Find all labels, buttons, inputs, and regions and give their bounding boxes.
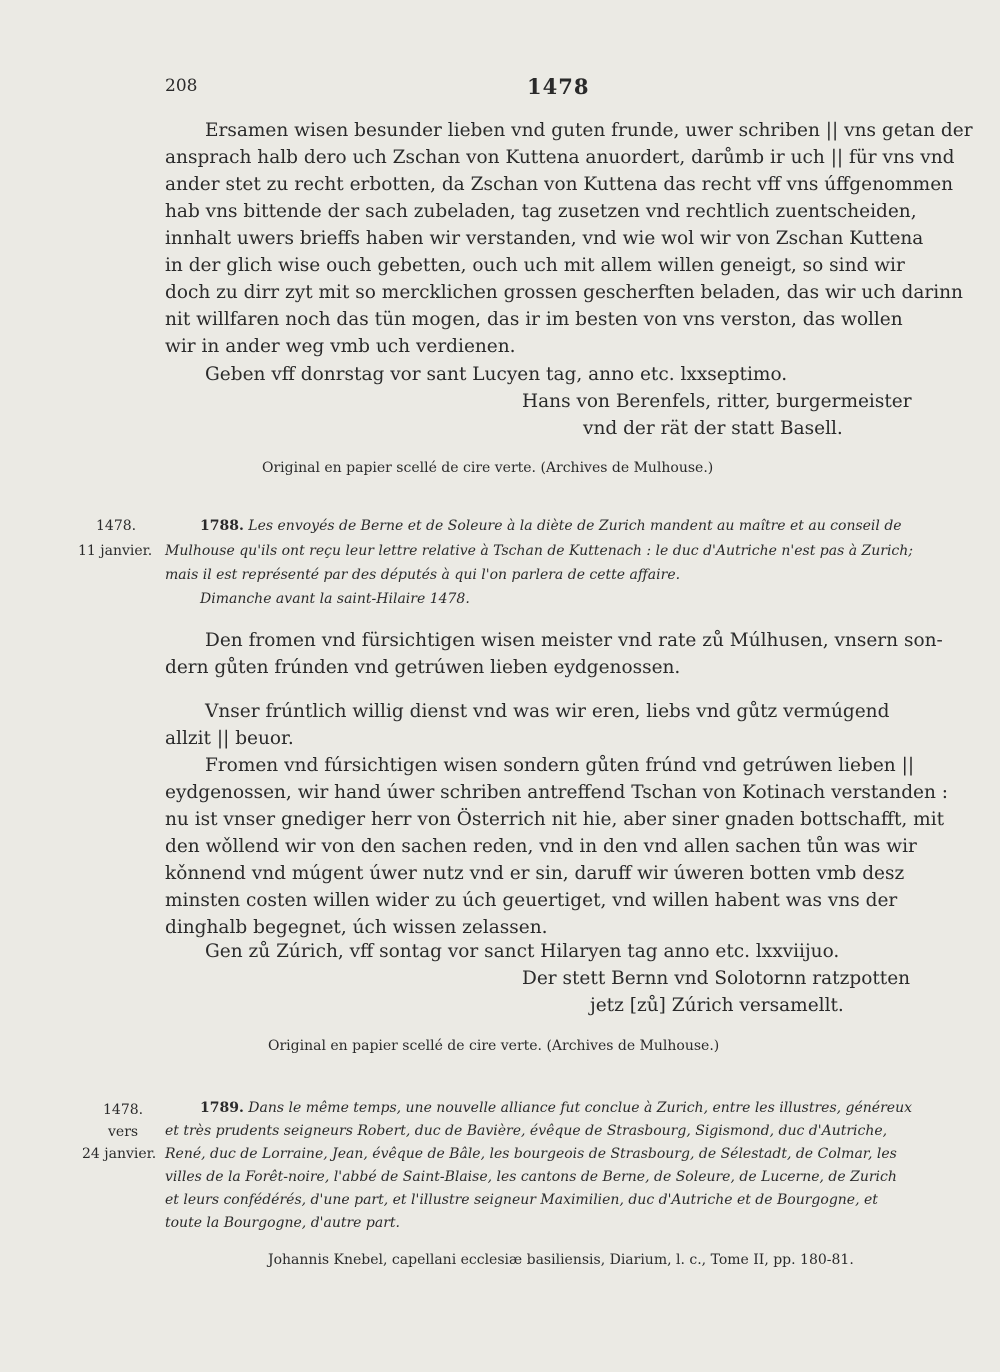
letter-line: innhalt uwers brieffs haben wir verstanden, vnd wie wol wir von Zschan Kuttena — [165, 228, 924, 249]
letter-greeting: Vnser frúntlich willig dienst vnd was wir eren, liebs vnd gůtz vermúgend — [205, 701, 890, 722]
source-note: Johannis Knebel, capellani ecclesiæ basiliensis, Diarium, l. c., Tome II, pp. 180-81. — [268, 1252, 854, 1268]
entry-summary: René, duc de Lorraine, Jean, évêque de Bâle, les bourgeois de Strasbourg, de Sélestadt, de Colmar, les — [165, 1146, 897, 1162]
entry-summary-date: Dimanche avant la saint-Hilaire 1478. — [200, 591, 470, 607]
letter-greeting: allzit || beuor. — [165, 728, 294, 749]
margin-date: 1478. — [103, 1102, 144, 1118]
entry-number: 1789. — [200, 1100, 244, 1116]
letter-line: eydgenossen, wir hand úwer schriben antreffend Tschan von Kotinach verstanden : — [165, 782, 949, 803]
margin-date: 11 janvier. — [78, 543, 153, 559]
letter-line: kǒnnend vnd múgent úwer nutz vnd er sin, daruff wir úweren botten vmb desz — [165, 863, 905, 884]
letter-address: dern gůten frúnden vnd getrúwen lieben eydgenossen. — [165, 657, 681, 678]
letter-signature: Hans von Berenfels, ritter, burgermeister — [522, 391, 912, 412]
letter-signature: jetz [zů] Zúrich versamellt. — [590, 995, 844, 1016]
letter-dateline: Gen zů Zúrich, vff sontag vor sanct Hilaryen tag anno etc. lxxviijuo. — [205, 941, 840, 962]
letter-dateline: Geben vff donrstag vor sant Lucyen tag, anno etc. lxxseptimo. — [205, 364, 788, 385]
margin-date: 1478. — [96, 518, 137, 534]
source-note: Original en papier scellé de cire verte. (Archives de Mulhouse.) — [262, 460, 714, 476]
letter-line: wir in ander weg vmb uch verdienen. — [165, 336, 516, 357]
letter-line: ander stet zu recht erbotten, da Zschan von Kuttena das recht vff vns úffgenommen — [165, 174, 954, 195]
letter-line: doch zu dirr zyt mit so mercklichen grossen gescherften beladen, das wir uch darinn — [165, 282, 963, 303]
letter-line: ansprach halb dero uch Zschan von Kuttena anuordert, darůmb ir uch || für vns vnd — [165, 147, 955, 168]
letter-line: hab vns bittende der sach zubeladen, tag zusetzen vnd rechtlich zuentscheiden, — [165, 201, 917, 222]
entry-summary: et très prudents seigneurs Robert, duc de Bavière, évêque de Strasbourg, Sigismond, duc d'Autriche, — [165, 1123, 888, 1139]
letter-line: minsten costen willen wider zu úch geuertiget, vnd willen habent was vns der — [165, 890, 898, 911]
letter-line: dinghalb begegnet, úch wissen zelassen. — [165, 917, 548, 938]
letter-signature: vnd der rät der statt Basell. — [583, 418, 843, 439]
letter-line: nu ist vnser gnediger herr von Österrich nit hie, aber siner gnaden bottschafft, mit — [165, 809, 945, 830]
entry-summary: villes de la Forêt-noire, l'abbé de Saint-Blaise, les cantons de Berne, de Soleure, de Lucerne, de Zurich — [165, 1169, 897, 1185]
letter-address: Den fromen vnd fürsichtigen wisen meister vnd rate zů Múlhusen, vnsern son- — [205, 630, 943, 651]
entry-summary: 1789. Dans le même temps, une nouvelle alliance fut conclue à Zurich, entre les illustres, généreux — [200, 1100, 912, 1116]
letter-line: nit willfaren noch das tün mogen, das ir im besten von vns verston, das wollen — [165, 309, 903, 330]
letter-signature: Der stett Bernn vnd Solotornn ratzpotten — [522, 968, 911, 989]
letter-line: in der glich wise ouch gebetten, ouch uch mit allem willen geneigt, so sind wir — [165, 255, 905, 276]
letter-line: Ersamen wisen besunder lieben vnd guten frunde, uwer schriben || vns getan der — [205, 120, 973, 141]
source-note: Original en papier scellé de cire verte. (Archives de Mulhouse.) — [268, 1038, 720, 1054]
entry-summary: 1788. Les envoyés de Berne et de Soleure à la diète de Zurich mandent au maître et au conseil de — [200, 518, 902, 534]
letter-line: den wǒllend wir von den sachen reden, vnd in den vnd allen sachen tůn was wir — [165, 836, 917, 857]
entry-summary: et leurs confédérés, d'une part, et l'illustre seigneur Maximilien, duc d'Autriche et de Bourgogne, et — [165, 1192, 878, 1208]
entry-summary: mais il est représenté par des députés à qui l'on parlera de cette affaire. — [165, 567, 681, 583]
margin-date: 24 janvier. — [82, 1146, 157, 1162]
entry-summary: Mulhouse qu'ils ont reçu leur lettre relative à Tschan de Kuttenach : le duc d'Autriche n'est pas à Zurich; — [165, 543, 914, 559]
page-year: 1478 — [527, 74, 590, 99]
entry-summary: toute la Bourgogne, d'autre part. — [165, 1215, 400, 1231]
page-number: 208 — [165, 76, 198, 96]
letter-line: Fromen vnd fúrsichtigen wisen sondern gůten frúnd vnd getrúwen lieben || — [205, 755, 915, 776]
margin-date: vers — [108, 1124, 139, 1140]
entry-number: 1788. — [200, 518, 244, 534]
